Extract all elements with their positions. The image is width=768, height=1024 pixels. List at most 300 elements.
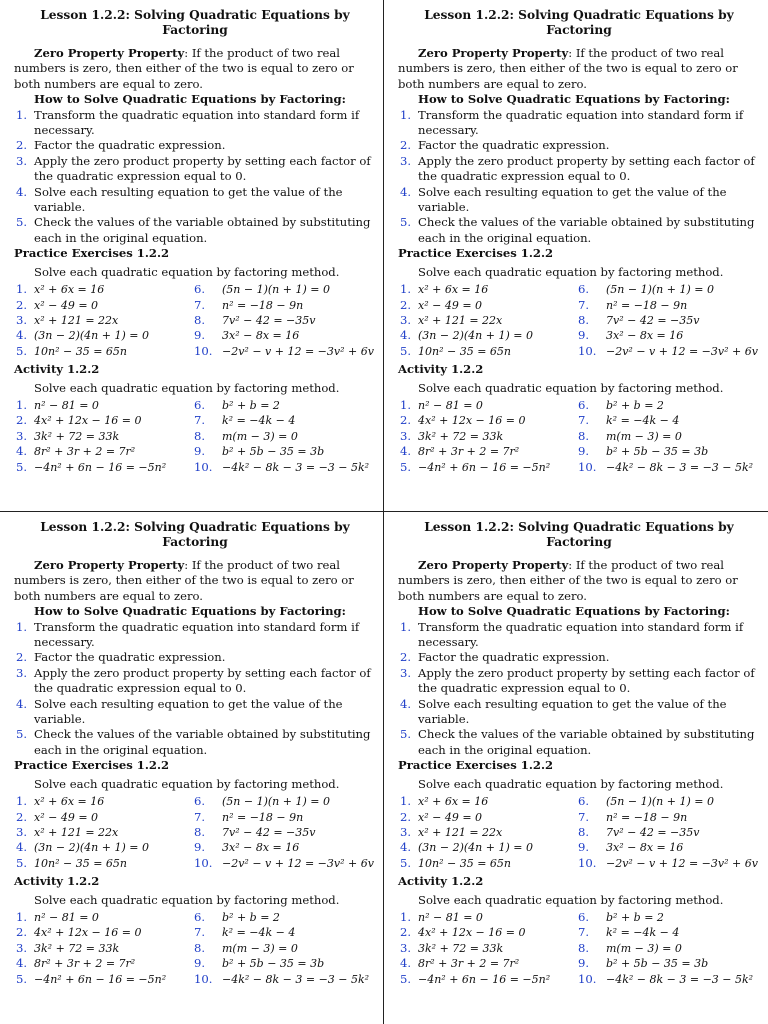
practice-exercise (578, 344, 760, 359)
zero-property-paragraph (398, 558, 760, 604)
step-number: 1. (16, 107, 28, 122)
activity-exercise (194, 910, 376, 925)
exercise-number: 1. (400, 794, 412, 809)
activity-heading: Activity 1.2.2 (14, 874, 100, 889)
steps-list (14, 108, 376, 247)
activity-exercise (578, 444, 760, 459)
lesson-card-content (14, 518, 376, 987)
exercise-equation: (5n − 1)(n + 1) = 0 (222, 795, 330, 809)
exercise-number: 2. (16, 413, 28, 428)
exercise-equation: x² − 49 = 0 (34, 298, 99, 312)
exercise-number: 5. (400, 855, 412, 870)
exercise-equation: 3x² − 8x = 16 (606, 329, 684, 343)
exercise-number: 10. (578, 343, 597, 358)
practice-exercise (14, 282, 194, 297)
exercise-equation: b² + b = 2 (222, 398, 280, 412)
step-item (14, 697, 376, 728)
exercise-number: 3. (400, 312, 412, 327)
exercise-equation: x² + 6x = 16 (34, 795, 105, 809)
practice-exercise (14, 794, 194, 809)
exercise-equation: 7v² − 42 = −35v (606, 825, 700, 839)
exercise-number: 4. (400, 328, 412, 343)
step-item (398, 620, 760, 651)
side-credit-mark (2, 60, 10, 500)
activity-exercise (398, 398, 578, 413)
step-item (14, 666, 376, 697)
exercise-number: 8. (578, 824, 590, 839)
activity-instruction: Solve each quadratic equation by factoring method. (34, 380, 340, 395)
exercise-equation: n² − 81 = 0 (418, 398, 483, 412)
step-text: Solve each resulting equation to get the value of the variable. (418, 696, 727, 727)
exercise-equation: (3n − 2)(4n + 1) = 0 (418, 329, 533, 343)
exercise-number: 6. (194, 282, 206, 297)
practice-exercise (398, 856, 578, 871)
exercise-equation: 4x² + 12x − 16 = 0 (34, 926, 142, 940)
exercise-equation: m(m − 3) = 0 (222, 941, 298, 955)
exercise-number: 10. (194, 459, 213, 474)
side-credit-mark (386, 572, 394, 1012)
step-item (398, 697, 760, 728)
activity-exercise (398, 460, 578, 475)
practice-exercise (14, 313, 194, 328)
exercise-equation: −2v² − v + 12 = −3v² + 6v (222, 856, 374, 870)
zero-property-paragraph (398, 46, 760, 92)
exercise-number: 9. (194, 444, 206, 459)
exercise-equation: n² − 81 = 0 (34, 398, 99, 412)
step-item (398, 154, 760, 185)
step-number: 1. (16, 619, 28, 634)
zero-property-term: Zero Property Property (418, 46, 569, 60)
exercise-number: 1. (400, 282, 412, 297)
activity-exercise (398, 413, 578, 428)
exercise-equation: 8r² + 3r + 2 = 7r² (418, 445, 520, 459)
step-item (14, 138, 376, 153)
exercise-equation: 8r² + 3r + 2 = 7r² (34, 957, 136, 971)
step-item (14, 215, 376, 246)
exercise-equation: b² + 5b − 35 = 3b (606, 445, 709, 459)
exercise-equation: n² − 81 = 0 (34, 910, 99, 924)
exercise-equation: k² = −4k − 4 (606, 414, 680, 428)
practice-exercise (578, 810, 760, 825)
exercise-number: 1. (400, 909, 412, 924)
activity-exercise (194, 941, 376, 956)
exercise-number: 10. (194, 855, 213, 870)
activity-exercise (578, 925, 760, 940)
lesson-title: Lesson 1.2.2: Solving Quadratic Equations by Factoring (424, 520, 734, 549)
exercise-equation: b² + b = 2 (606, 910, 664, 924)
exercise-number: 6. (194, 909, 206, 924)
exercise-number: 4. (16, 956, 28, 971)
zero-property-paragraph (14, 558, 376, 604)
exercise-number: 7. (578, 413, 590, 428)
exercise-number: 5. (16, 855, 28, 870)
exercise-equation: x² + 121 = 22x (418, 313, 503, 327)
exercise-number: 5. (400, 459, 412, 474)
practice-instruction: Solve each quadratic equation by factoring method. (34, 776, 340, 791)
exercise-equation: −4n² + 6n − 16 = −5n² (34, 972, 167, 986)
activity-exercises (398, 910, 760, 987)
exercise-equation: x² − 49 = 0 (418, 298, 483, 312)
exercise-number: 9. (194, 840, 206, 855)
exercise-equation: 7v² − 42 = −35v (222, 825, 316, 839)
step-text: Apply the zero product property by setting each factor of the quadratic expression equal to 0. (418, 665, 755, 696)
exercise-number: 1. (16, 397, 28, 412)
exercise-equation: m(m − 3) = 0 (606, 941, 682, 955)
exercise-number: 5. (400, 971, 412, 986)
exercise-equation: −2v² − v + 12 = −3v² + 6v (606, 344, 758, 358)
practice-exercise (194, 840, 376, 855)
step-text: Factor the quadratic expression. (418, 138, 610, 153)
step-number: 1. (400, 107, 412, 122)
exercise-equation: −4k² − 8k − 3 = −3 − 5k² (606, 972, 754, 986)
step-number: 5. (400, 727, 412, 742)
exercise-equation: −4n² + 6n − 16 = −5n² (34, 460, 167, 474)
exercise-number: 7. (194, 809, 206, 824)
practice-exercise (578, 856, 760, 871)
exercise-equation: n² = −18 − 9n (606, 810, 688, 824)
activity-exercise (398, 444, 578, 459)
exercise-equation: n² = −18 − 9n (606, 298, 688, 312)
exercise-number: 4. (400, 840, 412, 855)
exercise-number: 2. (400, 413, 412, 428)
step-text: Apply the zero product property by setting each factor of the quadratic expression equal to 0. (34, 153, 371, 184)
lesson-card-bottom-right (384, 512, 767, 1023)
howto-heading: How to Solve Quadratic Equations by Factoring: (34, 604, 346, 619)
activity-exercise (398, 925, 578, 940)
exercise-number: 1. (16, 909, 28, 924)
lesson-card-top-right (384, 0, 767, 511)
exercise-number: 3. (400, 940, 412, 955)
exercise-number: 3. (400, 824, 412, 839)
exercise-equation: n² − 81 = 0 (418, 910, 483, 924)
exercise-equation: −4k² − 8k − 3 = −3 − 5k² (222, 972, 370, 986)
exercise-number: 2. (400, 297, 412, 312)
practice-exercise (194, 810, 376, 825)
step-item (14, 185, 376, 216)
step-text: Factor the quadratic expression. (34, 650, 226, 665)
exercise-number: 10. (578, 855, 597, 870)
exercise-number: 10. (578, 459, 597, 474)
practice-exercise (194, 344, 376, 359)
exercise-equation: x² + 6x = 16 (418, 283, 489, 297)
exercise-number: 8. (194, 428, 206, 443)
exercise-equation: 3k² + 72 = 33k (418, 429, 504, 443)
exercise-equation: x² − 49 = 0 (34, 810, 99, 824)
exercise-number: 4. (16, 840, 28, 855)
step-text: Factor the quadratic expression. (418, 650, 610, 665)
step-item (398, 215, 760, 246)
practice-exercise (398, 825, 578, 840)
practice-heading: Practice Exercises 1.2.2 (398, 246, 554, 261)
exercise-number: 7. (578, 925, 590, 940)
exercise-equation: k² = −4k − 4 (606, 926, 680, 940)
exercise-number: 6. (578, 397, 590, 412)
exercise-number: 5. (16, 459, 28, 474)
step-item (14, 650, 376, 665)
practice-exercises (14, 282, 376, 359)
exercise-equation: 10n² − 35 = 65n (34, 856, 127, 870)
zero-property-paragraph (14, 46, 376, 92)
exercise-equation: 3k² + 72 = 33k (34, 941, 120, 955)
practice-exercise (578, 282, 760, 297)
activity-exercise (14, 398, 194, 413)
exercise-number: 10. (194, 971, 213, 986)
step-text: Transform the quadratic equation into standard form if necessary. (418, 619, 744, 650)
practice-exercise (14, 328, 194, 343)
exercise-equation: 8r² + 3r + 2 = 7r² (418, 957, 520, 971)
activity-exercise (14, 925, 194, 940)
practice-exercise (194, 856, 376, 871)
exercise-number: 7. (194, 413, 206, 428)
exercise-equation: (5n − 1)(n + 1) = 0 (606, 283, 714, 297)
exercise-equation: −2v² − v + 12 = −3v² + 6v (606, 856, 758, 870)
step-number: 3. (16, 153, 28, 168)
step-number: 1. (400, 619, 412, 634)
step-number: 4. (400, 696, 412, 711)
activity-exercise (578, 460, 760, 475)
practice-exercise (14, 344, 194, 359)
step-item (398, 138, 760, 153)
step-number: 2. (16, 650, 28, 665)
exercise-equation: 4x² + 12x − 16 = 0 (34, 414, 142, 428)
practice-exercise (194, 794, 376, 809)
exercise-number: 3. (16, 824, 28, 839)
exercise-equation: n² = −18 − 9n (222, 298, 304, 312)
step-number: 5. (16, 727, 28, 742)
activity-exercise (14, 413, 194, 428)
activity-exercise (578, 972, 760, 987)
lesson-card-bottom-left (0, 512, 383, 1023)
step-number: 4. (16, 696, 28, 711)
exercise-number: 1. (16, 282, 28, 297)
step-number: 3. (16, 665, 28, 680)
practice-exercise (398, 328, 578, 343)
lesson-card-top-left (0, 0, 383, 511)
exercise-number: 10. (194, 343, 213, 358)
practice-exercises (398, 794, 760, 871)
practice-exercise (194, 313, 376, 328)
step-text: Check the values of the variable obtained by substituting each in the original equation. (34, 215, 371, 245)
exercise-equation: (3n − 2)(4n + 1) = 0 (34, 841, 149, 855)
activity-exercise (578, 941, 760, 956)
zero-property-term: Zero Property Property (34, 46, 185, 60)
exercise-equation: 4x² + 12x − 16 = 0 (418, 926, 526, 940)
step-item (14, 727, 376, 758)
activity-exercise (14, 972, 194, 987)
practice-exercise (578, 825, 760, 840)
zero-property-text: : If the product of two real numbers is zero, then either of the two is equal to zero or both numbers are equal to zero. (398, 558, 738, 603)
exercise-equation: (5n − 1)(n + 1) = 0 (606, 795, 714, 809)
activity-instruction: Solve each quadratic equation by factoring method. (418, 380, 724, 395)
exercise-number: 8. (578, 940, 590, 955)
activity-exercise (194, 460, 376, 475)
activity-instruction: Solve each quadratic equation by factoring method. (418, 892, 724, 907)
exercise-number: 9. (578, 444, 590, 459)
step-item (398, 650, 760, 665)
step-number: 3. (400, 153, 412, 168)
exercise-equation: n² = −18 − 9n (222, 810, 304, 824)
practice-exercise (578, 794, 760, 809)
step-text: Apply the zero product property by setting each factor of the quadratic expression equal to 0. (418, 153, 755, 184)
practice-exercise (14, 856, 194, 871)
exercise-equation: −2v² − v + 12 = −3v² + 6v (222, 344, 374, 358)
exercise-number: 7. (578, 297, 590, 312)
step-item (398, 666, 760, 697)
exercise-number: 4. (400, 444, 412, 459)
exercise-number: 9. (194, 328, 206, 343)
step-text: Solve each resulting equation to get the value of the variable. (34, 184, 343, 215)
practice-exercise (194, 328, 376, 343)
exercise-equation: 7v² − 42 = −35v (606, 313, 700, 327)
step-text: Transform the quadratic equation into standard form if necessary. (418, 107, 744, 138)
activity-exercise (578, 910, 760, 925)
activity-instruction: Solve each quadratic equation by factoring method. (34, 892, 340, 907)
step-number: 3. (400, 665, 412, 680)
side-credit-mark (386, 60, 394, 500)
practice-exercise (398, 344, 578, 359)
exercise-equation: 8r² + 3r + 2 = 7r² (34, 445, 136, 459)
step-text: Check the values of the variable obtained by substituting each in the original equation. (418, 215, 755, 245)
activity-exercise (398, 429, 578, 444)
practice-exercise (194, 282, 376, 297)
activity-exercise (398, 941, 578, 956)
activity-exercise (14, 429, 194, 444)
activity-exercise (14, 956, 194, 971)
exercise-equation: 3x² − 8x = 16 (222, 329, 300, 343)
practice-heading: Practice Exercises 1.2.2 (14, 758, 170, 773)
practice-heading: Practice Exercises 1.2.2 (14, 246, 170, 261)
activity-exercise (194, 972, 376, 987)
activity-exercise (14, 460, 194, 475)
step-text: Check the values of the variable obtained by substituting each in the original equation. (34, 727, 371, 757)
activity-exercise (398, 972, 578, 987)
step-number: 2. (400, 138, 412, 153)
step-text: Solve each resulting equation to get the value of the variable. (34, 696, 343, 727)
exercise-number: 6. (194, 794, 206, 809)
howto-heading: How to Solve Quadratic Equations by Factoring: (34, 92, 346, 107)
exercise-number: 5. (16, 343, 28, 358)
activity-heading: Activity 1.2.2 (14, 362, 100, 377)
exercise-number: 8. (578, 312, 590, 327)
exercise-equation: (5n − 1)(n + 1) = 0 (222, 283, 330, 297)
practice-exercise (398, 794, 578, 809)
exercise-number: 1. (16, 794, 28, 809)
zero-property-text: : If the product of two real numbers is zero, then either of the two is equal to zero or both numbers are equal to zero. (398, 46, 738, 91)
practice-exercise (194, 298, 376, 313)
exercise-number: 5. (400, 343, 412, 358)
exercise-equation: 3k² + 72 = 33k (34, 429, 120, 443)
practice-exercise (14, 840, 194, 855)
exercise-equation: 10n² − 35 = 65n (34, 344, 127, 358)
exercise-number: 2. (16, 809, 28, 824)
step-number: 5. (400, 215, 412, 230)
exercise-number: 2. (16, 297, 28, 312)
lesson-title: Lesson 1.2.2: Solving Quadratic Equations by Factoring (40, 520, 350, 549)
step-text: Factor the quadratic expression. (34, 138, 226, 153)
practice-exercise (14, 825, 194, 840)
steps-list (398, 620, 760, 759)
zero-property-text: : If the product of two real numbers is zero, then either of the two is equal to zero or both numbers are equal to zero. (14, 46, 354, 91)
exercise-number: 10. (578, 971, 597, 986)
exercise-number: 6. (578, 909, 590, 924)
activity-exercises (398, 398, 760, 475)
practice-exercise (398, 840, 578, 855)
exercise-number: 3. (16, 312, 28, 327)
exercise-equation: x² + 121 = 22x (34, 313, 119, 327)
practice-exercise (398, 298, 578, 313)
exercise-equation: (3n − 2)(4n + 1) = 0 (418, 841, 533, 855)
exercise-equation: 10n² − 35 = 65n (418, 856, 511, 870)
steps-list (14, 620, 376, 759)
step-text: Transform the quadratic equation into standard form if necessary. (34, 619, 360, 650)
activity-exercise (578, 429, 760, 444)
practice-exercise (578, 840, 760, 855)
exercise-equation: x² + 6x = 16 (418, 795, 489, 809)
exercise-equation: b² + 5b − 35 = 3b (606, 957, 709, 971)
step-item (14, 620, 376, 651)
step-item (398, 727, 760, 758)
exercise-number: 9. (194, 956, 206, 971)
exercise-number: 7. (194, 297, 206, 312)
exercise-equation: x² + 6x = 16 (34, 283, 105, 297)
exercise-equation: m(m − 3) = 0 (606, 429, 682, 443)
exercise-equation: 4x² + 12x − 16 = 0 (418, 414, 526, 428)
step-text: Check the values of the variable obtained by substituting each in the original equation. (418, 727, 755, 757)
exercise-equation: 10n² − 35 = 65n (418, 344, 511, 358)
step-number: 2. (400, 650, 412, 665)
step-text: Apply the zero product property by setting each factor of the quadratic expression equal to 0. (34, 665, 371, 696)
step-text: Solve each resulting equation to get the value of the variable. (418, 184, 727, 215)
exercise-number: 8. (194, 940, 206, 955)
exercise-number: 4. (400, 956, 412, 971)
exercise-equation: m(m − 3) = 0 (222, 429, 298, 443)
exercise-number: 1. (400, 397, 412, 412)
exercise-number: 9. (578, 328, 590, 343)
activity-exercises (14, 398, 376, 475)
exercise-number: 4. (16, 328, 28, 343)
step-number: 4. (16, 184, 28, 199)
practice-exercise (398, 810, 578, 825)
exercise-equation: 3x² − 8x = 16 (222, 841, 300, 855)
exercise-equation: 3x² − 8x = 16 (606, 841, 684, 855)
practice-exercise (398, 313, 578, 328)
exercise-number: 4. (16, 444, 28, 459)
lesson-title: Lesson 1.2.2: Solving Quadratic Equations by Factoring (40, 8, 350, 37)
exercise-number: 6. (578, 282, 590, 297)
lesson-card-content (398, 6, 760, 475)
practice-instruction: Solve each quadratic equation by factoring method. (418, 264, 724, 279)
activity-exercise (578, 398, 760, 413)
zero-property-term: Zero Property Property (418, 558, 569, 572)
step-number: 2. (16, 138, 28, 153)
zero-property-text: : If the product of two real numbers is zero, then either of the two is equal to zero or both numbers are equal to zero. (14, 558, 354, 603)
activity-exercise (194, 925, 376, 940)
practice-exercises (14, 794, 376, 871)
exercise-number: 6. (194, 397, 206, 412)
steps-list (398, 108, 760, 247)
activity-exercises (14, 910, 376, 987)
exercise-equation: x² − 49 = 0 (418, 810, 483, 824)
howto-heading: How to Solve Quadratic Equations by Factoring: (418, 604, 730, 619)
practice-exercise (578, 328, 760, 343)
practice-instruction: Solve each quadratic equation by factoring method. (34, 264, 340, 279)
activity-exercise (14, 910, 194, 925)
practice-exercise (14, 298, 194, 313)
exercise-number: 9. (578, 840, 590, 855)
activity-exercise (578, 956, 760, 971)
step-item (398, 108, 760, 139)
step-number: 4. (400, 184, 412, 199)
